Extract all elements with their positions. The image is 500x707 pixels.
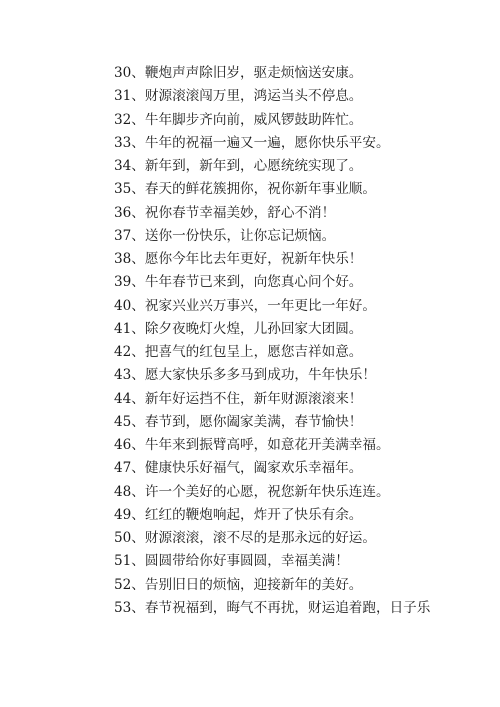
item-number: 40、 xyxy=(114,297,145,314)
list-item xyxy=(114,388,494,411)
item-number: 36、 xyxy=(114,204,145,221)
item-text: 告别旧日的烦恼，迎接新年的美好。 xyxy=(144,576,363,593)
list-item xyxy=(114,550,494,573)
item-number: 48、 xyxy=(114,483,145,500)
list-item xyxy=(114,364,494,387)
list-item xyxy=(114,62,494,85)
item-number: 34、 xyxy=(114,158,145,174)
list-item xyxy=(114,225,494,248)
item-text: 财源滚滚闯万里，鸿运当头不停息。 xyxy=(144,88,363,105)
item-text: 健康快乐好福气，阖家欢乐幸福年。 xyxy=(144,460,363,477)
list-item xyxy=(114,248,494,271)
item-text: 牛年脚步齐向前，威风锣鼓助阵忙。 xyxy=(144,111,363,128)
item-number: 38、 xyxy=(114,251,145,267)
list-item xyxy=(114,457,494,480)
list-item xyxy=(114,155,494,178)
item-number: 32、 xyxy=(114,111,145,128)
list-item xyxy=(114,295,494,318)
item-text: 牛年春节已来到，向您真心问个好。 xyxy=(144,274,363,291)
list-item xyxy=(114,527,494,550)
item-text: 牛年来到振臂高呼，如意花开美满幸福。 xyxy=(144,437,390,453)
item-number: 43、 xyxy=(114,367,145,384)
item-text: 牛年的祝福一遍又一遍，愿你快乐平安。 xyxy=(144,134,390,151)
item-number: 30、 xyxy=(114,65,145,81)
list-item xyxy=(114,341,494,364)
item-number: 42、 xyxy=(114,344,145,360)
list-item xyxy=(114,411,494,434)
item-text: 春天的鲜花簇拥你，祝你新年事业顺。 xyxy=(144,181,376,198)
item-number: 37、 xyxy=(114,227,145,244)
item-number: 39、 xyxy=(114,274,145,291)
list-item xyxy=(114,318,494,341)
list-item xyxy=(114,434,494,457)
item-number: 35、 xyxy=(114,181,145,198)
item-number: 45、 xyxy=(114,413,145,430)
item-number: 33、 xyxy=(114,134,145,151)
item-text: 春节到，愿你阖家美满，春节愉快！ xyxy=(144,413,363,430)
item-text: 财源滚滚，滚不尽的是那永远的好运。 xyxy=(144,530,376,546)
item-number: 44、 xyxy=(114,390,145,407)
item-text: 愿大家快乐多多马到成功，牛年快乐！ xyxy=(144,367,376,384)
list-item xyxy=(114,132,494,155)
item-text: 祝家兴业兴万事兴，一年更比一年好。 xyxy=(144,297,376,314)
list-item xyxy=(114,202,494,225)
item-number: 49、 xyxy=(114,506,145,523)
item-number: 50、 xyxy=(114,530,145,546)
item-text: 新年好运挡不住，新年财源滚滚来！ xyxy=(144,390,363,407)
item-text: 送你一份快乐，让你忘记烦恼。 xyxy=(144,227,336,244)
item-number: 31、 xyxy=(114,88,145,105)
item-number: 47、 xyxy=(114,460,145,477)
item-text: 把喜气的红包呈上，愿您吉祥如意。 xyxy=(144,344,363,360)
item-text: 鞭炮声声除旧岁，驱走烦恼送安康。 xyxy=(144,65,363,81)
item-number: 46、 xyxy=(114,437,145,453)
item-number: 51、 xyxy=(114,553,145,570)
item-text: 许一个美好的心愿，祝您新年快乐连连。 xyxy=(144,483,390,500)
item-text: 圆圆带给你好事圆圆，幸福美满！ xyxy=(144,553,349,570)
greeting-list xyxy=(114,62,494,620)
item-text: 新年到，新年到，心愿统统实现了。 xyxy=(144,158,363,174)
item-text: 除夕夜晚灯火煌，儿孙回家大团圆。 xyxy=(144,320,363,337)
list-item xyxy=(114,178,494,201)
list-item xyxy=(114,481,494,504)
item-text: 红红的鞭炮响起，炸开了快乐有余。 xyxy=(144,506,363,523)
list-item xyxy=(114,597,494,620)
item-text: 春节祝福到，晦气不再扰，财运追着跑，日子乐 xyxy=(144,599,431,616)
item-number: 53、 xyxy=(114,599,145,616)
list-item xyxy=(114,85,494,108)
list-item xyxy=(114,271,494,294)
item-number: 41、 xyxy=(114,320,145,337)
item-number: 52、 xyxy=(114,576,145,593)
item-text: 愿你今年比去年更好，祝新年快乐！ xyxy=(144,251,363,267)
item-text: 祝你春节幸福美妙，舒心不消！ xyxy=(144,204,336,221)
list-item xyxy=(114,504,494,527)
list-item xyxy=(114,574,494,597)
list-item xyxy=(114,109,494,132)
